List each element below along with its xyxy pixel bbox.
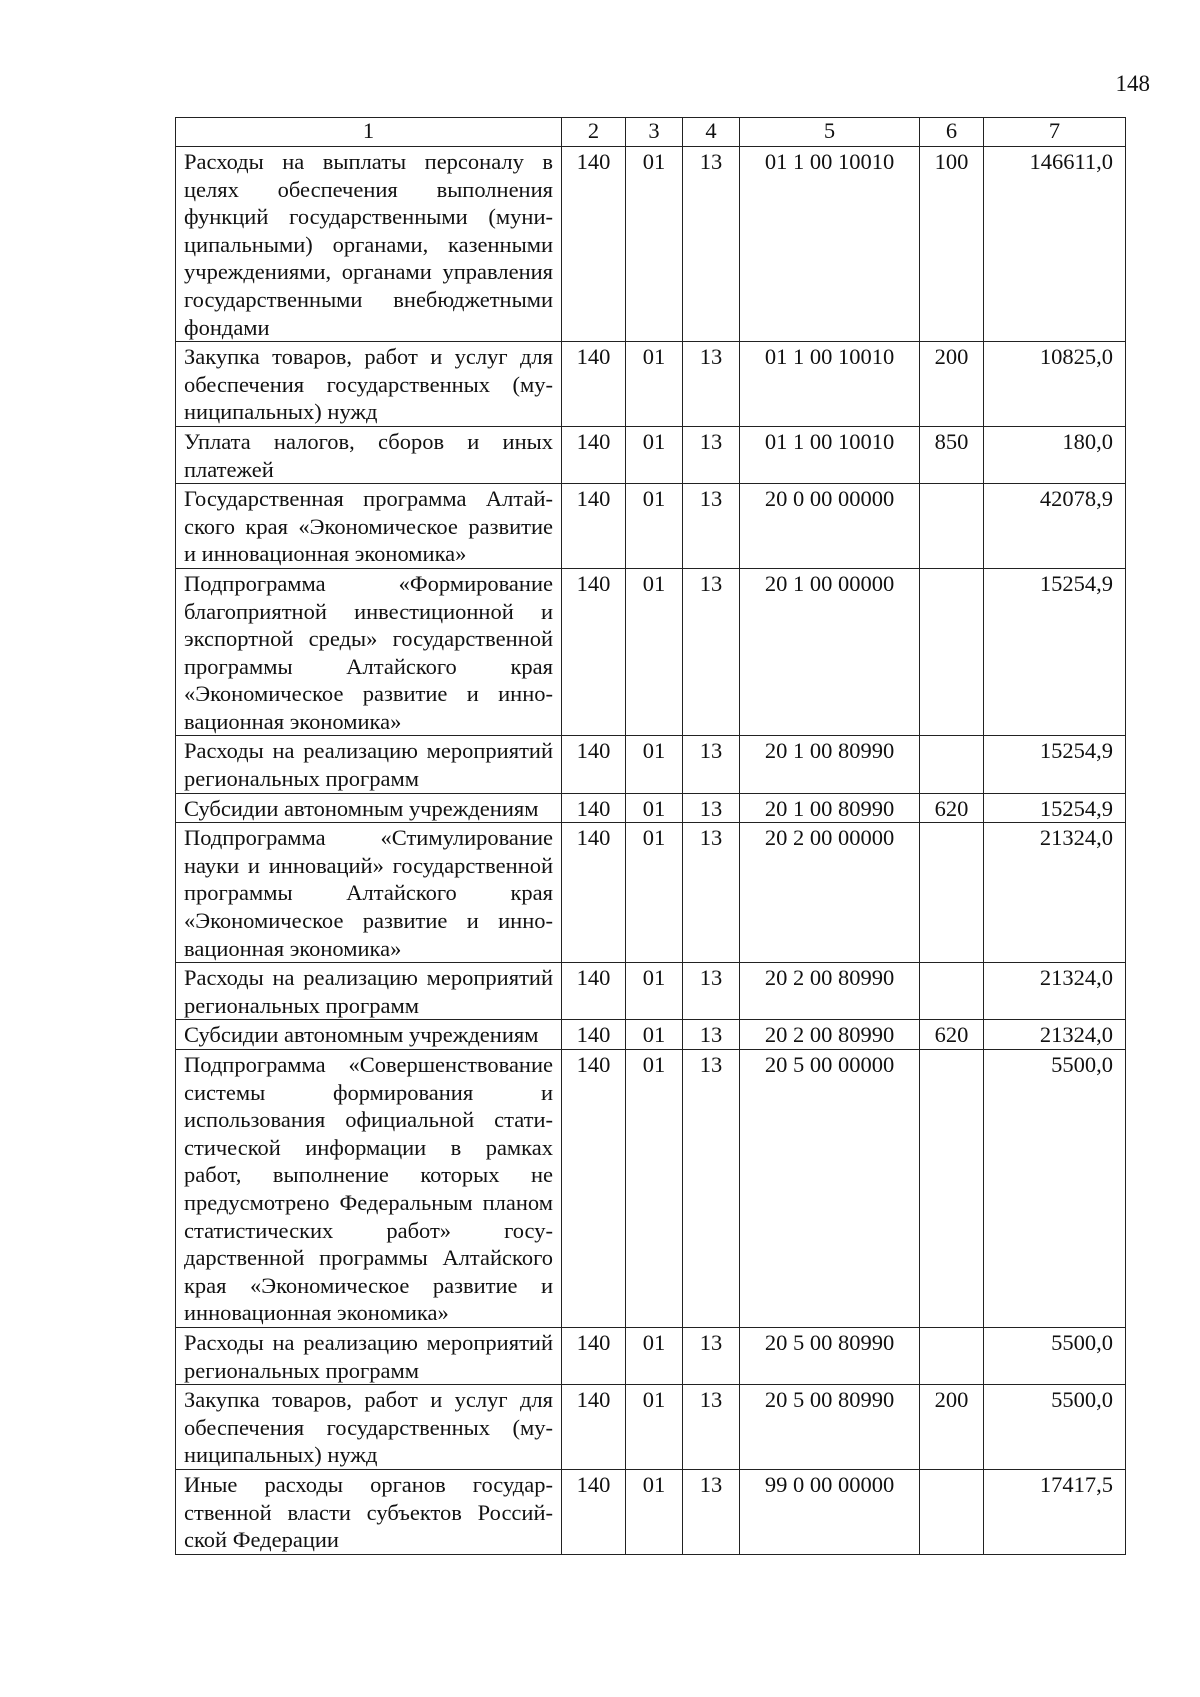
section-code-cell: 01 [626,1327,683,1384]
table-row [176,147,1126,342]
expense-name-cell: Подпрограмма «Стимулирование науки и инноваций» государственной программы Алтайского края «Экономическое развитие и инновационная экономика» [176,823,562,963]
subsection-code-cell: 13 [683,823,740,963]
expense-type-cell: 620 [920,1020,984,1050]
table-row [176,426,1126,483]
target-article-cell: 20 5 00 00000 [740,1050,920,1328]
amount-cell: 15254,9 [984,793,1126,823]
expense-type-cell [920,568,984,736]
amount-cell: 10825,0 [984,342,1126,427]
target-article-cell: 20 2 00 00000 [740,823,920,963]
target-article-cell: 20 5 00 80990 [740,1327,920,1384]
amount-cell: 5500,0 [984,1050,1126,1328]
subsection-code-cell: 13 [683,426,740,483]
section-code-cell: 01 [626,342,683,427]
table-row [176,1385,1126,1470]
subsection-code-cell: 13 [683,1469,740,1554]
amount-cell: 17417,5 [984,1469,1126,1554]
ministry-code-cell: 140 [562,147,626,342]
ministry-code-cell: 140 [562,1385,626,1470]
expense-type-cell [920,963,984,1020]
target-article-cell: 20 5 00 80990 [740,1385,920,1470]
target-article-cell: 20 1 00 80990 [740,736,920,793]
expense-type-cell: 850 [920,426,984,483]
subsection-code-cell: 13 [683,963,740,1020]
column-header-1: 1 [176,118,562,147]
section-code-cell: 01 [626,426,683,483]
column-header-5: 5 [740,118,920,147]
section-code-cell: 01 [626,568,683,736]
amount-cell: 15254,9 [984,568,1126,736]
ministry-code-cell: 140 [562,342,626,427]
table-row [176,823,1126,963]
expense-name-cell: Расходы на выплаты персоналу в целях обеспечения выполнения функций государственными (муниципальными) органами, казенными учреждениями, органами управления государственными внебюджетными фондами [176,147,562,342]
column-header-6: 6 [920,118,984,147]
section-code-cell: 01 [626,484,683,569]
ministry-code-cell: 140 [562,963,626,1020]
subsection-code-cell: 13 [683,484,740,569]
ministry-code-cell: 140 [562,793,626,823]
section-code-cell: 01 [626,963,683,1020]
page-number: 148 [1115,71,1150,96]
amount-cell: 21324,0 [984,963,1126,1020]
ministry-code-cell: 140 [562,568,626,736]
amount-cell: 15254,9 [984,736,1126,793]
section-code-cell: 01 [626,1050,683,1328]
subsection-code-cell: 13 [683,736,740,793]
ministry-code-cell: 140 [562,1469,626,1554]
subsection-code-cell: 13 [683,1050,740,1328]
table-row [176,1469,1126,1554]
target-article-cell: 20 1 00 00000 [740,568,920,736]
target-article-cell: 20 2 00 80990 [740,963,920,1020]
amount-cell: 5500,0 [984,1327,1126,1384]
expense-name-cell: Иные расходы органов государственной власти субъектов Российской Федерации [176,1469,562,1554]
table-row [176,484,1126,569]
expense-type-cell: 200 [920,342,984,427]
target-article-cell: 20 1 00 80990 [740,793,920,823]
expense-type-cell [920,484,984,569]
table-row [176,793,1126,823]
target-article-cell: 01 1 00 10010 [740,342,920,427]
section-code-cell: 01 [626,1469,683,1554]
expense-name-cell: Закупка товаров, работ и услуг для обеспечения государственных (муниципальных) нужд [176,1385,562,1470]
section-code-cell: 01 [626,793,683,823]
ministry-code-cell: 140 [562,823,626,963]
expense-type-cell: 200 [920,1385,984,1470]
subsection-code-cell: 13 [683,1327,740,1384]
table-row [176,736,1126,793]
table-row [176,1050,1126,1328]
target-article-cell: 01 1 00 10010 [740,147,920,342]
column-number-row [176,118,1126,147]
column-header-3: 3 [626,118,683,147]
section-code-cell: 01 [626,1020,683,1050]
amount-cell: 42078,9 [984,484,1126,569]
column-header-2: 2 [562,118,626,147]
subsection-code-cell: 13 [683,147,740,342]
expense-name-cell: Подпрограмма «Формирование благоприятной инвестиционной и экспортной среды» государственной программы Алтайского края «Экономическое развитие и инновационная экономика» [176,568,562,736]
amount-cell: 21324,0 [984,1020,1126,1050]
ministry-code-cell: 140 [562,1020,626,1050]
target-article-cell: 20 2 00 80990 [740,1020,920,1050]
expense-name-cell: Уплата налогов, сборов и иных платежей [176,426,562,483]
section-code-cell: 01 [626,147,683,342]
expense-name-cell: Субсидии автономным учреждениям [176,1020,562,1050]
column-header-4: 4 [683,118,740,147]
expense-type-cell [920,823,984,963]
expense-name-cell: Субсидии автономным учреждениям [176,793,562,823]
ministry-code-cell: 140 [562,1050,626,1328]
ministry-code-cell: 140 [562,736,626,793]
amount-cell: 21324,0 [984,823,1126,963]
target-article-cell: 99 0 00 00000 [740,1469,920,1554]
expense-name-cell: Расходы на реализацию мероприятий региональных программ [176,1327,562,1384]
amount-cell: 180,0 [984,426,1126,483]
section-code-cell: 01 [626,1385,683,1470]
expense-name-cell: Государственная программа Алтайского края «Экономическое развитие и инновационная экономика» [176,484,562,569]
table-row [176,1327,1126,1384]
table-row [176,1020,1126,1050]
subsection-code-cell: 13 [683,1020,740,1050]
budget-table [175,117,1126,1555]
section-code-cell: 01 [626,736,683,793]
expense-name-cell: Закупка товаров, работ и услуг для обеспечения государственных (муниципальных) нужд [176,342,562,427]
target-article-cell: 01 1 00 10010 [740,426,920,483]
expense-name-cell: Расходы на реализацию мероприятий региональных программ [176,963,562,1020]
subsection-code-cell: 13 [683,342,740,427]
expense-type-cell: 100 [920,147,984,342]
amount-cell: 5500,0 [984,1385,1126,1470]
amount-cell: 146611,0 [984,147,1126,342]
expense-type-cell [920,1050,984,1328]
expense-name-cell: Расходы на реализацию мероприятий региональных программ [176,736,562,793]
subsection-code-cell: 13 [683,793,740,823]
ministry-code-cell: 140 [562,426,626,483]
ministry-code-cell: 140 [562,484,626,569]
subsection-code-cell: 13 [683,1385,740,1470]
ministry-code-cell: 140 [562,1327,626,1384]
expense-name-cell: Подпрограмма «Совершенствование системы формирования и использования официальной статистической информации в рамках работ, выполнение которых не предусмотрено Федеральным планом статистических работ» государственной программы Алтайского края «Экономическое развитие и инновационная экономика» [176,1050,562,1328]
table-row [176,963,1126,1020]
column-header-7: 7 [984,118,1126,147]
expense-type-cell [920,736,984,793]
section-code-cell: 01 [626,823,683,963]
target-article-cell: 20 0 00 00000 [740,484,920,569]
subsection-code-cell: 13 [683,568,740,736]
table-row [176,568,1126,736]
expense-type-cell: 620 [920,793,984,823]
expense-type-cell [920,1327,984,1384]
table-row [176,342,1126,427]
expense-type-cell [920,1469,984,1554]
